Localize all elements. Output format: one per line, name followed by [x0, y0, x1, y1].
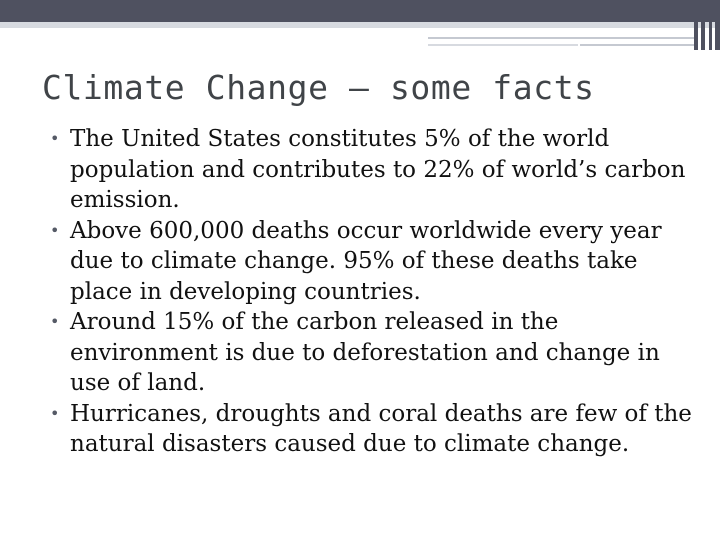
bullet-text: The United States constitutes 5% of the world population and contributes to 22% of world’s carbon emission.	[70, 126, 686, 213]
bullet-text: Around 15% of the carbon released in the environment is due to deforestation and change in use of land.	[70, 309, 660, 396]
accent-line	[428, 37, 694, 39]
corner-decoration	[701, 0, 705, 50]
corner-decoration	[694, 0, 698, 50]
bullet-item	[50, 216, 700, 308]
bullet-icon: •	[50, 312, 60, 331]
bullet-icon: •	[50, 129, 60, 148]
bullet-list	[50, 124, 700, 460]
corner-decoration	[709, 0, 712, 50]
accent-line	[428, 44, 578, 46]
header-light-band	[0, 22, 720, 28]
bullet-item	[50, 399, 700, 460]
slide-title: Climate Change – some facts	[42, 68, 595, 107]
bullet-icon: •	[50, 220, 60, 240]
bullet-item	[50, 124, 700, 216]
corner-decoration	[715, 0, 720, 50]
header-band	[0, 0, 720, 22]
bullet-text: Above 600,000 deaths occur worldwide every year due to climate change. 95% of these deaths take place in developing countries.	[70, 217, 662, 305]
bullet-item	[50, 307, 700, 399]
bullet-icon: •	[50, 403, 60, 423]
bullet-text: Hurricanes, droughts and coral deaths are few of the natural disasters caused due to climate change.	[70, 400, 692, 457]
accent-line	[580, 44, 694, 46]
